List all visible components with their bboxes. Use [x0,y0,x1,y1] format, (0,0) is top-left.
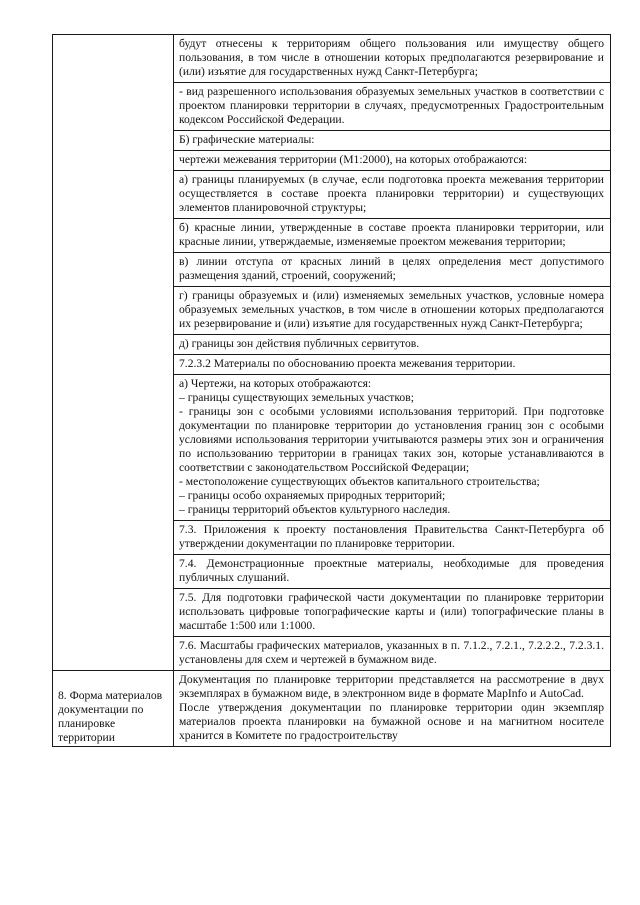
paragraph [174,637,610,670]
paragraph [174,151,610,171]
paragraph [174,375,610,521]
text-line: чертежи межевания территории (М1:2000), на которых отображаются: [179,153,528,166]
text-line: а) Чертежи, на которых отображаются: [179,377,372,390]
row-content-cell [174,35,611,671]
text-line: – границы существующих земельных участков; [179,391,414,404]
row-label: 8. Форма материалов документации по планировке территории [58,689,163,744]
text-line: 7.5. Для подготовки графической части документации по планировке территории использовать цифровые топографические карты и (или) топографические планы в масштабе 1:500 или 1:1000. [179,591,604,632]
paragraph [174,83,610,131]
row-label-cell [53,35,174,671]
paragraph [174,335,610,355]
text-line: – границы территорий объектов культурного наследия. [179,503,451,516]
paragraph [174,521,610,555]
text-line: 7.6. Масштабы графических материалов, указанных в п. 7.1.2., 7.2.1., 7.2.2.2., 7.2.3.1. установлены для схем и чертежей в бумажном виде. [179,639,604,666]
text-line: будут отнесены к территориям общего пользования или имуществу общего пользования, в том числе в отношении которых предполагаются резервирование и (или) изъятие для государственных нужд Санкт-Петербурга; [179,37,604,78]
paragraph [174,589,610,637]
text-line: - местоположение существующих объектов капитального строительства; [179,475,540,488]
text-line: Б) графические материалы: [179,133,315,146]
paragraph [174,287,610,335]
text-line: д) границы зон действия публичных сервитутов. [179,337,420,350]
row-label [53,35,173,53]
paragraph [174,555,610,589]
text-line: б) красные линии, утвержденные в составе проекта планировки территории, или красные линии, утверждаемые, изменяемые проектом межевания территории; [179,221,604,248]
text-line: а) границы планируемых (в случае, если подготовка проекта межевания территории осуществляется в составе проекта планировки территории) и существующих элементов планировочной структуры; [179,173,604,214]
row-content-cell [174,671,611,747]
text-line: 7.4. Демонстрационные проектные материалы, необходимые для проведения публичных слушаний. [179,557,604,584]
paragraph [174,253,610,287]
requirements-table [52,34,611,747]
table-row [53,35,611,671]
text-line: Документация по планировке территории представляется на рассмотрение в двух экземплярах в бумажном виде, в электронном виде в формате MapInfo и AutoCad. [179,673,604,700]
paragraph [174,35,610,83]
text-line: 7.2.3.2 Материалы по обоснованию проекта межевания территории. [179,357,516,370]
text-line: – границы особо охраняемых природных территорий; [179,489,446,502]
text-line: 7.3. Приложения к проекту постановления Правительства Санкт-Петербурга об утверждении документации по планировке территории. [179,523,604,550]
text-line: - вид разрешенного использования образуемых земельных участков в соответствии с проектом планировки территории в случаях, предусмотренных Градостроительным кодексом Российской Федерации. [179,85,604,126]
row-label-cell [53,671,174,747]
paragraph [174,171,610,219]
paragraph [174,131,610,151]
paragraph [174,671,610,746]
table-row [53,671,611,747]
paragraph [174,219,610,253]
text-line: г) границы образуемых и (или) изменяемых земельных участков, условные номера образуемых земельных участков, в том числе в отношении которых предполагаются их резервирование и (или) изъятие для государственных нужд Санкт-Петербурга; [179,289,604,330]
text-line: - границы зон с особыми условиями использования территорий. При подготовке документации по планировке территории до установления границ зон с особыми условиями использования территории учитываются размеры этих зон и ограничения по использованию территории в границах таких зон, которые устанавливаются в соответствии с законодательством Российской Федерации; [179,405,604,474]
paragraph [174,355,610,375]
text-line: После утверждения документации по планировке территории один экземпляр материалов проекта планировки на бумажной основе и на магнитном носителе хранится в Комитете по градостроительству [179,701,604,742]
text-line: в) линии отступа от красных линий в целях определения мест допустимого размещения зданий, строений, сооружений; [179,255,604,282]
